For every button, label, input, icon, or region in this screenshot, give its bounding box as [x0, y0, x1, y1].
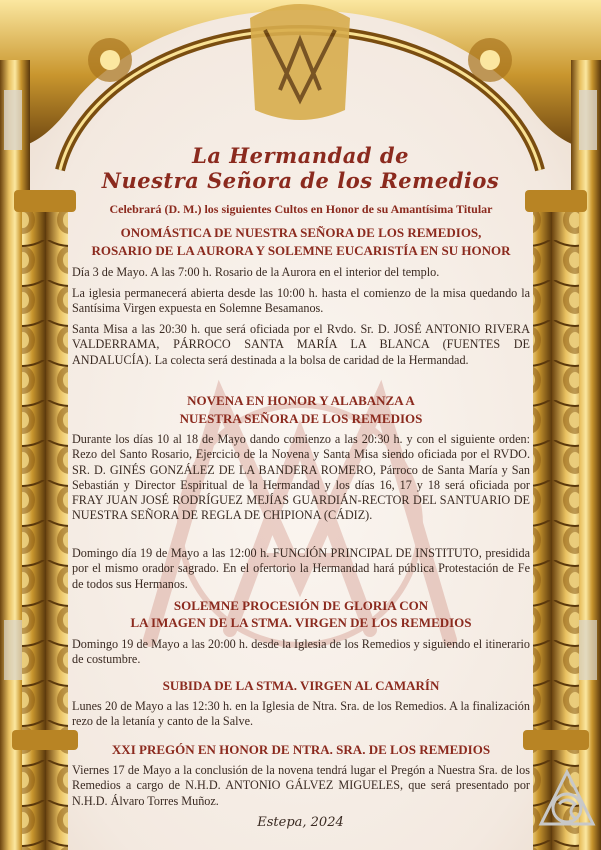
section1-paragraph-3: Santa Misa a las 20:30 h. que será oficiada por el Rvdo. Sr. D. JOSÉ ANTONIO RIVERA VALDERRAMA, PÁRROCO SANTA MARÍA LA BLANCA (FUENTES DE ANDALUCÍA). La colecta será destinada a la bolsa de caridad de la Hermandad. [72, 322, 530, 367]
section3-paragraph-1: Domingo 19 de Mayo a las 20:00 h. desde la Iglesia de los Remedios y siguiendo el itinerario de costumbre. [72, 637, 530, 667]
section3-heading-2: LA IMAGEN DE LA STMA. VIRGEN DE LOS REMEDIOS [130, 615, 472, 630]
section1-heading-1: ONOMÁSTICA DE NUESTRA SEÑORA DE LOS REMEDIOS, [120, 225, 482, 240]
section2-paragraph-2: Domingo día 19 de Mayo a las 12:00 h. FUNCIÓN PRINCIPAL DE INSTITUTO, presidida por el mismo orador sagrado. En el ofertorio la Hermandad hará pública Protestación de Fe de todos sus Hermanos. [72, 546, 530, 591]
subtitle: Celebrará (D. M.) los siguientes Cultos en Honor de su Amantísima Titular [109, 202, 493, 216]
section2-heading-2: NUESTRA SEÑORA DE LOS REMEDIOS [179, 411, 423, 426]
section4-paragraph-1: Lunes 20 de Mayo a las 12:30 h. en la Iglesia de Ntra. Sra. de los Remedios. A la finalización rezo de la letanía y canto de la Salve. [72, 699, 530, 729]
section1-paragraph-1: Día 3 de Mayo. A las 7:00 h. Rosario de la Aurora en el interior del templo. [72, 265, 440, 279]
footer-place-year: Estepa, 2024 [257, 815, 344, 830]
section1-paragraph-2: La iglesia permanecerá abierta desde las 10:00 h. hasta el comienzo de la misa quedando la Santísima Virgen expuesta en Solemne Besamanos. [72, 286, 530, 316]
section2-heading-1: NOVENA EN HONOR Y ALABANZA A [187, 393, 415, 408]
section5-heading: XXI PREGÓN EN HONOR DE NTRA. SRA. DE LOS REMEDIOS [111, 742, 491, 757]
section5-paragraph-1: Viernes 17 de Mayo a la conclusión de la novena tendrá lugar el Pregón a Nuestra Sra. de los Remedios a cargo de N.H.D. ANTONIO GÁLVEZ MIGUELES, que será presentado por N.H.D. Álvaro Torres Muñoz. [72, 763, 530, 808]
section4-heading: SUBIDA DE LA STMA. VIRGEN AL CAMARÍN [162, 678, 440, 693]
section3-heading-1: SOLEMNE PROCESIÓN DE GLORIA CON [173, 598, 429, 613]
section2-paragraph-1: Durante los días 10 al 18 de Mayo dando comienzo a las 20:30 h. y con el siguiente orden: Rezo del Santo Rosario, Ejercicio de la Novena y Santa Misa siendo oficiada por el RVDO. SR. D. GINÉS GONZÁLEZ DE LA BANDERA ROMERO, Párroco de Santa María y San Sebastián y Director Espiritual de la Hermandad y los días 16, 17 y 18 será oficiada por FRAY JUAN JOSÉ RODRÍGUEZ MEJÍAS GUARDIÁN-RECTOR DEL SANTUARIO DE NUESTRA SEÑORA DE REGLA DE CHIPIONA (CÁDIZ). [72, 432, 530, 523]
hermandad-logo-icon [537, 768, 597, 848]
title-line-2: Nuestra Señora de los Remedios [101, 168, 500, 193]
section1-heading-2: ROSARIO DE LA AURORA Y SOLEMNE EUCARISTÍA EN SU HONOR [91, 243, 511, 258]
title-line-1: La Hermandad de [192, 143, 409, 168]
